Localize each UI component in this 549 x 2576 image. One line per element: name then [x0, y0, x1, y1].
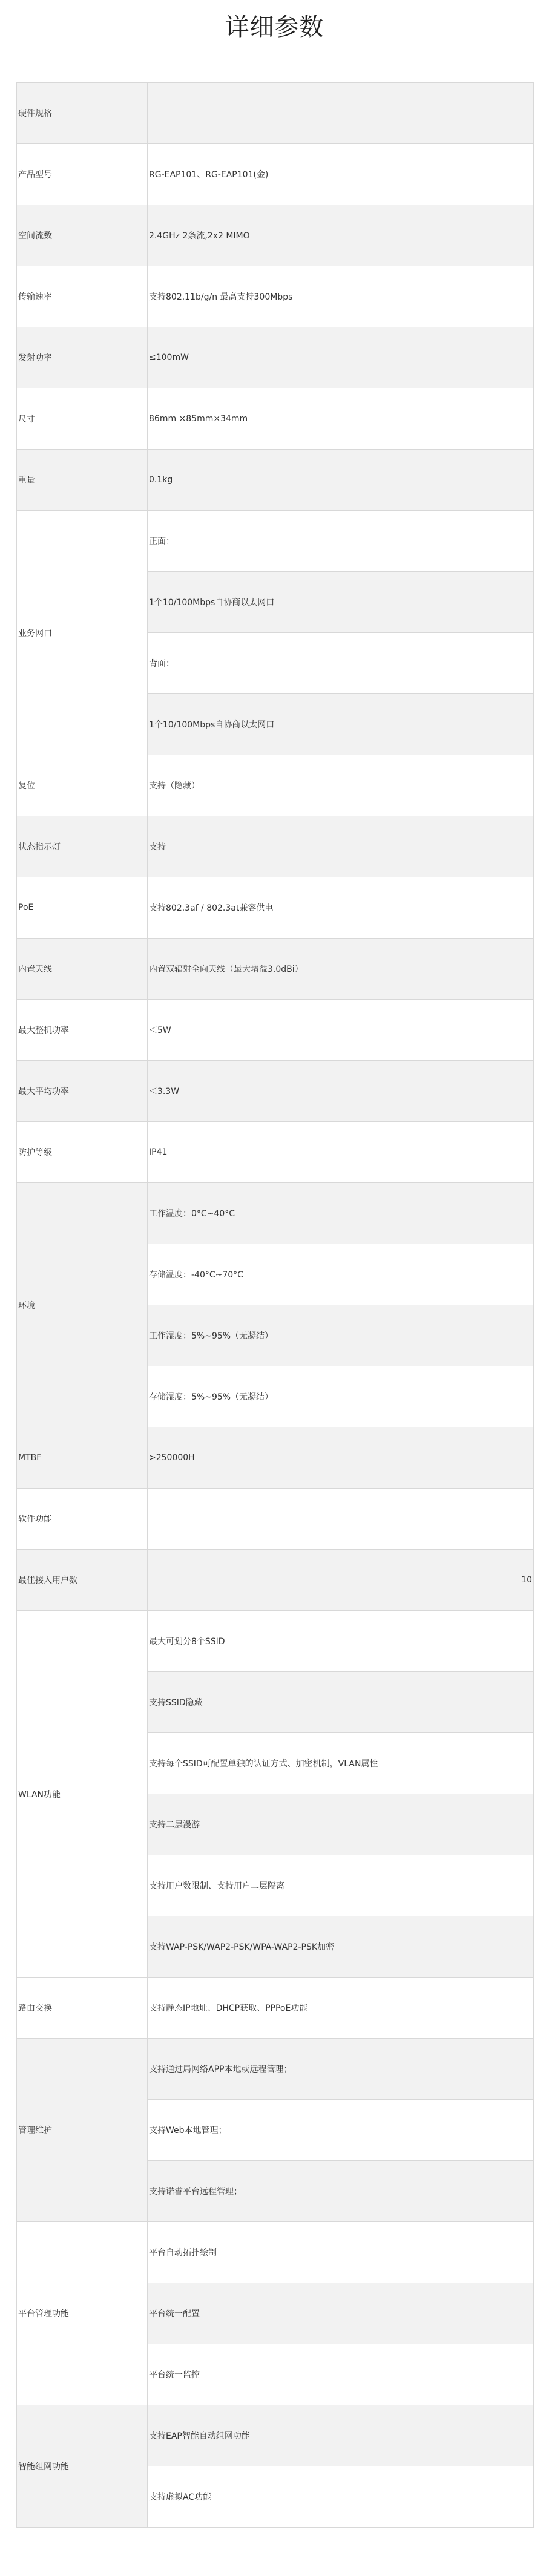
row-value: 支持802.11b/g/n 最高支持300Mbps [148, 266, 534, 327]
row-value: 平台统一配置 [148, 2283, 534, 2344]
table-row [17, 2222, 534, 2283]
page-title: 详细参数 [225, 13, 324, 41]
row-label: 状态指示灯 [17, 816, 148, 877]
row-label: 发射功率 [17, 327, 148, 388]
row-label-group: 环境 [17, 1183, 148, 1427]
table-row [17, 1000, 534, 1061]
row-label: 尺寸 [17, 388, 148, 450]
row-label-hardware-spec: 硬件规格 [17, 83, 148, 144]
row-value: 1个10/100Mbps自协商以太网口 [148, 572, 534, 633]
row-label: 最大整机功率 [17, 1000, 148, 1061]
table-row [17, 83, 534, 144]
row-label: 防护等级 [17, 1122, 148, 1183]
table-row [17, 1183, 534, 1244]
row-value: 支持（隐藏） [148, 755, 534, 816]
table-row [17, 511, 534, 572]
table-row [17, 939, 534, 1000]
row-value: 支持EAP智能自动组网功能 [148, 2405, 534, 2466]
row-value: 支持二层漫游 [148, 1794, 534, 1855]
row-value: 最大可划分8个SSID [148, 1611, 534, 1672]
row-label: 路由交换 [17, 1978, 148, 2039]
row-value: 10 [148, 1550, 534, 1611]
row-value: 正面： [148, 511, 534, 572]
table-row [17, 205, 534, 266]
row-label-group: 智能组网功能 [17, 2405, 148, 2528]
row-label: 最大平均功率 [17, 1061, 148, 1122]
row-value: 0.1kg [148, 450, 534, 511]
row-label-group: 平台管理功能 [17, 2222, 148, 2405]
row-value: 支持Web本地管理； [148, 2100, 534, 2161]
row-value: 支持通过局网络APP本地或远程管理； [148, 2039, 534, 2100]
table-row [17, 1122, 534, 1183]
row-value: RG-EAP101、RG-EAP101(金) [148, 144, 534, 205]
row-label: 复位 [17, 755, 148, 816]
row-label: MTBF [17, 1427, 148, 1489]
table-row [17, 1489, 534, 1550]
row-value: 工作湿度：5%~95%（无凝结） [148, 1305, 534, 1366]
table-row [17, 1978, 534, 2039]
row-value: ＜3.3W [148, 1061, 534, 1122]
row-value: 存储湿度：5%~95%（无凝结） [148, 1366, 534, 1427]
row-label: 最佳接入用户数 [17, 1550, 148, 1611]
row-value: 支持诺睿平台远程管理； [148, 2161, 534, 2222]
row-value: 支持虚拟AC功能 [148, 2466, 534, 2528]
row-label: 产品型号 [17, 144, 148, 205]
row-label: 传输速率 [17, 266, 148, 327]
table-row [17, 816, 534, 877]
table-row [17, 327, 534, 388]
table-row [17, 144, 534, 205]
row-label: 重量 [17, 450, 148, 511]
row-label-group: 管理维护 [17, 2039, 148, 2222]
table-row [17, 1550, 534, 1611]
row-value: IP41 [148, 1122, 534, 1183]
table-row [17, 1427, 534, 1489]
row-label-group: 业务网口 [17, 511, 148, 755]
row-label-software-spec: 软件功能 [17, 1489, 148, 1550]
row-value: 支持SSID隐藏 [148, 1672, 534, 1733]
row-value: 1个10/100Mbps自协商以太网口 [148, 694, 534, 755]
row-value: 2.4GHz 2条流,2x2 MIMO [148, 205, 534, 266]
row-value: 存储温度：-40°C~70°C [148, 1244, 534, 1305]
row-value: 支持每个SSID可配置单独的认证方式、加密机制，VLAN属性 [148, 1733, 534, 1794]
row-value-empty [148, 1489, 534, 1550]
table-row [17, 1611, 534, 1672]
row-value: 支持用户数限制、支持用户二层隔离 [148, 1855, 534, 1916]
row-label: 空间流数 [17, 205, 148, 266]
row-value: ＜5W [148, 1000, 534, 1061]
row-label: PoE [17, 877, 148, 939]
row-value: ≤100mW [148, 327, 534, 388]
row-value-empty [148, 83, 534, 144]
row-value: 平台自动拓扑绘制 [148, 2222, 534, 2283]
row-label: 内置天线 [17, 939, 148, 1000]
table-row [17, 2039, 534, 2100]
row-value: 支持WAP-PSK/WAP2-PSK/WPA-WAP2-PSK加密 [148, 1916, 534, 1978]
table-row [17, 450, 534, 511]
table-row [17, 266, 534, 327]
row-value: >250000H [148, 1427, 534, 1489]
row-value: 背面： [148, 633, 534, 694]
table-row [17, 388, 534, 450]
row-value: 支持静态IP地址、DHCP获取、PPPoE功能 [148, 1978, 534, 2039]
table-row [17, 755, 534, 816]
row-value: 86mm ×85mm×34mm [148, 388, 534, 450]
spec-table [16, 82, 534, 2528]
row-value: 支持 [148, 816, 534, 877]
row-value: 工作温度：0°C~40°C [148, 1183, 534, 1244]
row-value: 平台统一监控 [148, 2344, 534, 2405]
row-value: 支持802.3af / 802.3at兼容供电 [148, 877, 534, 939]
table-row [17, 877, 534, 939]
row-value: 内置双辐射全向天线（最大增益3.0dBi） [148, 939, 534, 1000]
row-label-group: WLAN功能 [17, 1611, 148, 1978]
table-row [17, 2405, 534, 2466]
table-row [17, 1061, 534, 1122]
